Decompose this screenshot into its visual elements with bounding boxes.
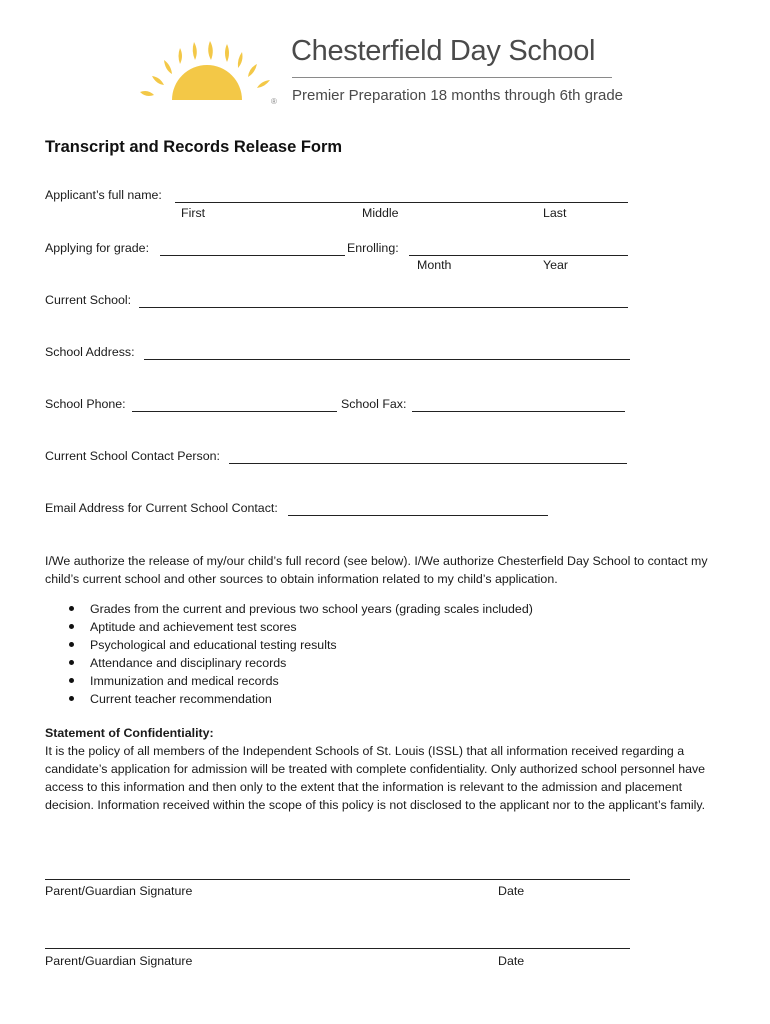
header-divider <box>292 77 612 78</box>
signature-line-1[interactable] <box>45 879 630 880</box>
school-name: Chesterfield Day School <box>291 35 596 67</box>
authorization-statement: I/We authorize the release of my/our child’s full record (see below). I/We authorize Chesterfield Day School to contact my child’s current school and other sources to obtain information related to my child’s application. <box>45 554 708 586</box>
bullet-icon <box>69 606 74 611</box>
confidentiality-heading: Statement of Confidentiality: <box>45 726 214 740</box>
applicant-name-label: Applicant’s full name: <box>45 188 162 202</box>
signature-label-2: Parent/Guardian Signature <box>45 954 193 968</box>
date-label-1: Date <box>498 884 525 898</box>
school-fax-label: School Fax: <box>341 397 407 411</box>
list-item-text: Psychological and educational testing results <box>90 638 337 652</box>
current-school-label: Current School: <box>45 293 132 307</box>
list-item-text: Grades from the current and previous two school years (grading scales included) <box>90 602 533 616</box>
last-name-caption: Last <box>543 206 567 220</box>
sun-logo-icon <box>132 38 282 106</box>
list-item <box>45 636 533 654</box>
signature-line-2[interactable] <box>45 948 630 949</box>
applicant-name-field[interactable] <box>175 202 628 203</box>
list-item <box>45 672 533 690</box>
school-phone-label: School Phone: <box>45 397 126 411</box>
school-phone-field[interactable] <box>132 411 337 412</box>
list-item-text: Aptitude and achievement test scores <box>90 620 297 634</box>
records-list <box>45 600 533 708</box>
list-item-text: Attendance and disciplinary records <box>90 656 287 670</box>
bullet-icon <box>69 624 74 629</box>
list-item <box>45 690 533 708</box>
list-item-text: Current teacher recommendation <box>90 692 272 706</box>
contact-person-field[interactable] <box>229 463 627 464</box>
school-fax-field[interactable] <box>412 411 625 412</box>
svg-text:®: ® <box>271 97 277 106</box>
contact-email-label: Email Address for Current School Contact: <box>45 501 278 515</box>
list-item-text: Immunization and medical records <box>90 674 279 688</box>
applying-grade-field[interactable] <box>160 255 345 256</box>
bullet-icon <box>69 660 74 665</box>
school-address-field[interactable] <box>144 359 630 360</box>
list-item <box>45 618 533 636</box>
contact-person-label: Current School Contact Person: <box>45 449 220 463</box>
bullet-icon <box>69 642 74 647</box>
bullet-icon <box>69 696 74 701</box>
month-caption: Month <box>417 258 452 272</box>
date-label-2: Date <box>498 954 525 968</box>
school-tagline: Premier Preparation 18 months through 6th grade <box>292 87 624 104</box>
confidentiality-statement: It is the policy of all members of the Independent Schools of St. Louis (ISSL) that all information received regarding a candidate’s application for admission will be treated with complete confidentiality. Only authorized school personnel have access to this information and then only to the extent that the information is relevant to the admission and placement decision. Information received within the scope of this policy is not disclosed to the applicant nor to the applicant’s family. <box>45 744 706 812</box>
applying-grade-label: Applying for grade: <box>45 241 150 255</box>
bullet-icon <box>69 678 74 683</box>
first-name-caption: First <box>181 206 206 220</box>
current-school-field[interactable] <box>139 307 628 308</box>
middle-name-caption: Middle <box>362 206 399 220</box>
form-title: Transcript and Records Release Form <box>45 138 343 156</box>
contact-email-field[interactable] <box>288 515 548 516</box>
list-item <box>45 600 533 618</box>
signature-label-1: Parent/Guardian Signature <box>45 884 193 898</box>
enrolling-field[interactable] <box>409 255 628 256</box>
list-item <box>45 654 533 672</box>
enrolling-label: Enrolling: <box>347 241 399 255</box>
year-caption: Year <box>543 258 569 272</box>
school-address-label: School Address: <box>45 345 135 359</box>
